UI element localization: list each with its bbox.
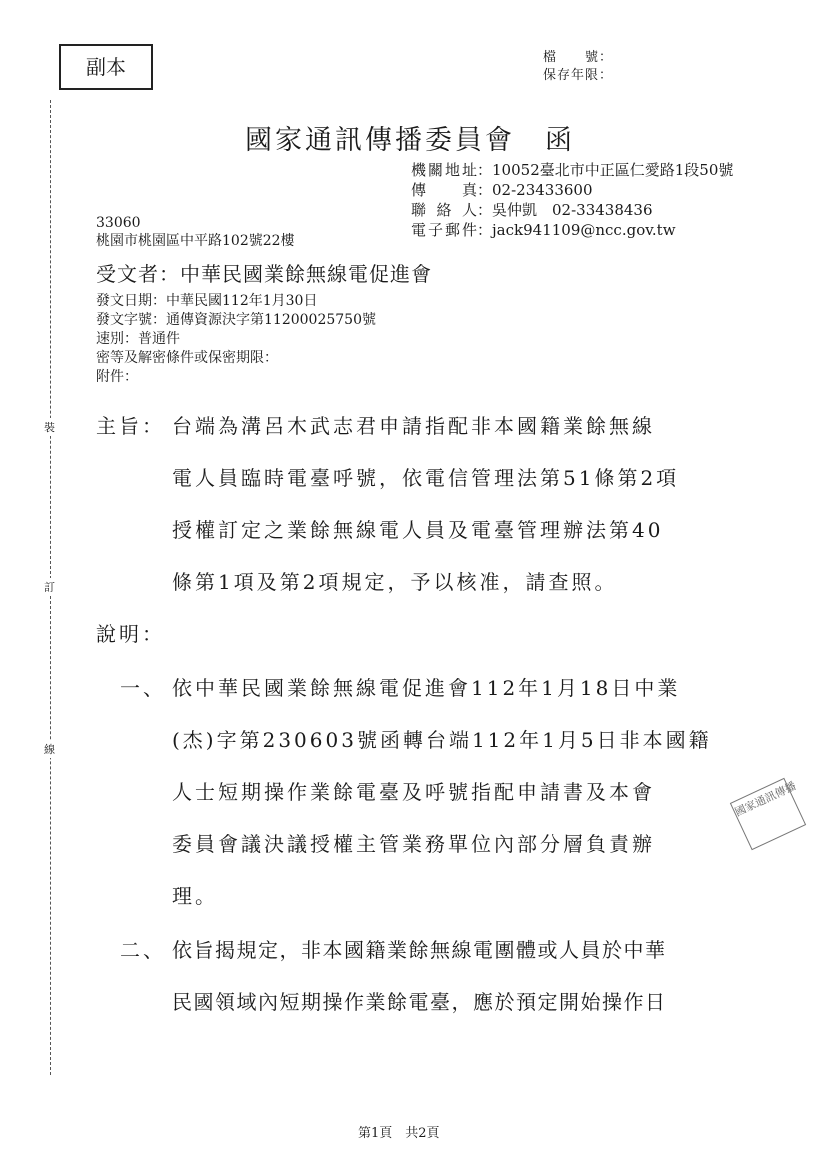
email-value: jack941109@ncc.gov.tw	[492, 221, 676, 239]
recipient-line: 受文者：中華民國業餘無線電促進會	[96, 262, 432, 286]
contact-person-row: 聯 絡 人：吳仲凱 02-33438436	[411, 201, 653, 219]
explanation-line: (杰)字第230603號函轉台端112年1月5日非本國籍	[172, 728, 712, 752]
contact-block	[411, 160, 733, 240]
explanation-line: 依旨揭規定，非本國籍業餘無線電團體或人員於中華	[172, 938, 667, 962]
issue-date: 發文日期：中華民國112年1月30日	[96, 293, 318, 309]
binding-mark-zhuang: 裝	[44, 418, 55, 436]
attachment-label: 附件：	[96, 369, 138, 385]
item-number: 二、	[120, 938, 166, 962]
address-label: 機關地址	[411, 161, 477, 179]
page-number: 第1頁 共2頁	[358, 1126, 440, 1141]
retention-label: 保存年限：	[543, 68, 614, 83]
explanation-line: 人士短期操作業餘電臺及呼號指配申請書及本會	[172, 780, 655, 804]
binding-mark-ding: 訂	[44, 578, 55, 596]
explanation-line: 民國領域內短期操作業餘電臺，應於預定開始操作日	[172, 990, 667, 1014]
explanation-line: 委員會議決議授權主管業務單位內部分層負責辦	[172, 832, 655, 856]
explanation-line: 理。	[172, 884, 218, 908]
seal-stamp	[730, 778, 806, 850]
recipient-postal-code: 33060	[96, 215, 141, 231]
explanation-label: 說明：	[96, 622, 165, 646]
binding-mark-xian: 線	[44, 740, 55, 758]
address-value: 10052臺北市中正區仁愛路1段50號	[492, 161, 734, 179]
subject-line: 授權訂定之業餘無線電人員及電臺管理辦法第40	[172, 518, 664, 542]
secrecy-level: 密等及解密條件或保密期限：	[96, 350, 278, 366]
item-number: 一、	[120, 676, 166, 700]
speed-class: 速別：普通件	[96, 331, 180, 347]
contact-address-row: 機關地址：10052臺北市中正區仁愛路1段50號	[411, 161, 734, 179]
fax-value: 02-23433600	[492, 181, 593, 199]
subject-line: 電人員臨時電臺呼號，依電信管理法第51條第2項	[172, 466, 680, 490]
stamp-text: 國家通訊傳播	[732, 779, 799, 820]
email-label: 電子郵件	[411, 221, 477, 239]
subject-line: 條第1項及第2項規定，予以核准，請查照。	[172, 570, 618, 594]
fax-label: 傳 真	[411, 181, 477, 199]
document-title: 國家通訊傳播委員會 函	[245, 125, 575, 156]
explanation-line: 依中華民國業餘無線電促進會112年1月18日中業	[172, 676, 681, 700]
contact-fax-row: 傳 真：02-23433600	[411, 181, 593, 199]
person-label: 聯 絡 人	[411, 201, 477, 219]
subject-label: 主旨：	[96, 414, 165, 438]
file-number-label: 檔 號：	[543, 50, 614, 65]
copy-label: 副本	[59, 44, 153, 90]
recipient-street: 桃園市桃園區中平路102號22樓	[96, 233, 295, 249]
person-value: 吳仲凱 02-33438436	[492, 201, 653, 219]
subject-line: 台端為溝呂木武志君申請指配非本國籍業餘無線	[172, 414, 655, 438]
document-number: 發文字號：通傳資源決字第11200025750號	[96, 312, 376, 328]
contact-email-row: 電子郵件：jack941109@ncc.gov.tw	[411, 221, 676, 239]
